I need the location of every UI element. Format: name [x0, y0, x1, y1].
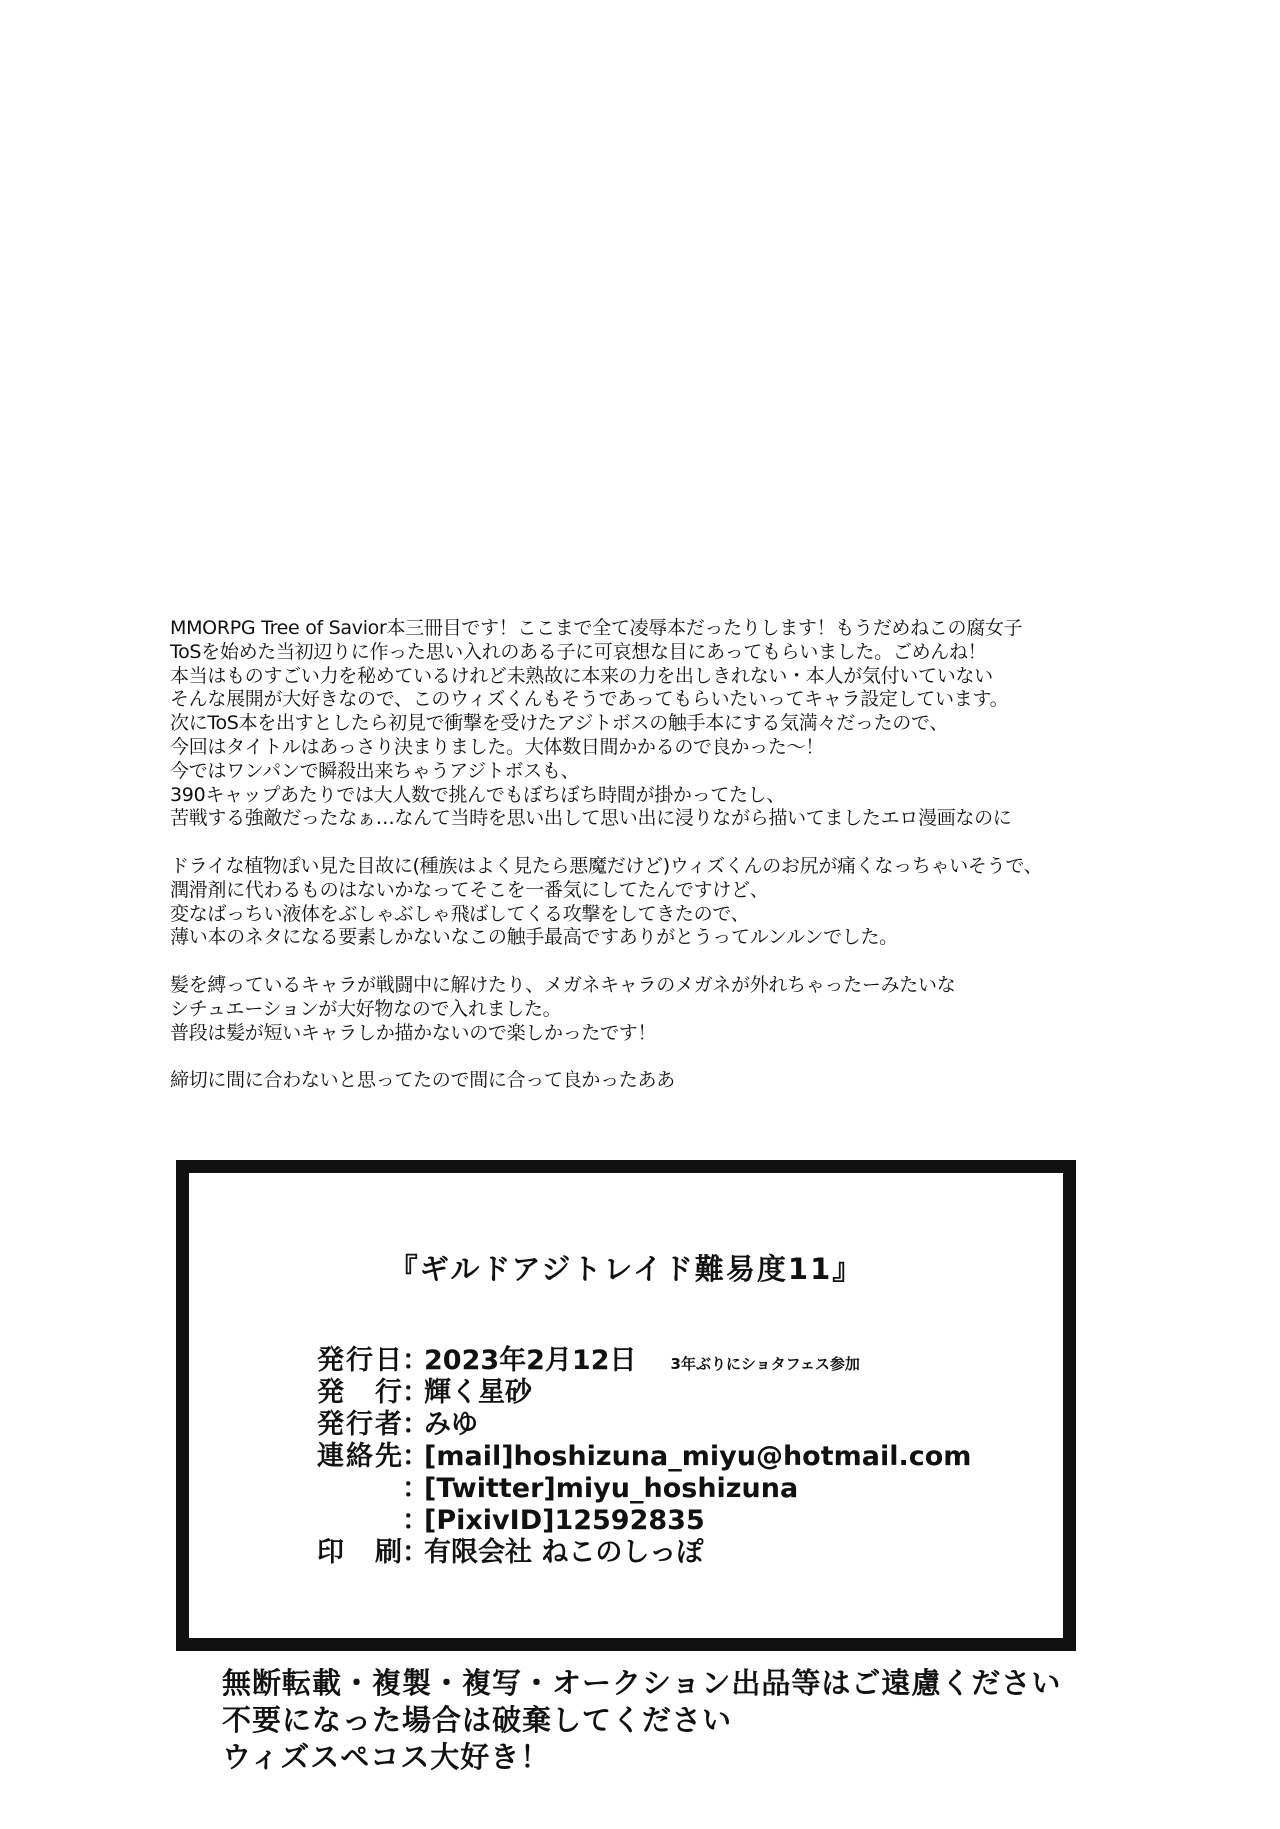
row-label: 発行者 — [317, 1409, 402, 1440]
row-label: 印 刷 — [317, 1537, 402, 1568]
row-colon: ： — [402, 1473, 429, 1504]
colophon-title: 『ギルドアジトレイド難易度11』 — [388, 1252, 864, 1286]
row-colon: ： — [402, 1409, 429, 1440]
row-value: 2023年2月12日 — [424, 1345, 637, 1376]
notice-text — [222, 1665, 1061, 1776]
colophon-row-author — [317, 1409, 971, 1441]
afterword-line: 潤滑剤に代わるものはないかなってそこを一番気にしてたんですけど、 — [170, 878, 769, 901]
afterword-line: 390キャップあたりでは大人数で挑んでもぼちぼち時間が掛かってたし、 — [170, 783, 786, 806]
row-value: みゆ — [424, 1409, 478, 1440]
afterword-paragraph-1 — [170, 617, 1170, 831]
afterword-line: 普段は髪が短いキャラしか描かないので楽しかったです！ — [170, 1021, 657, 1044]
afterword-paragraph-4 — [170, 1069, 1170, 1093]
row-label: 発 行 — [317, 1377, 402, 1408]
notice-line: 無断転載・複製・複写・オークション出品等はご遠慮ください — [222, 1666, 1062, 1700]
row-value: [mail]hoshizuna_miyu@hotmail.com — [424, 1441, 972, 1472]
afterword-line: そんな展開が大好きなので、このウィズくんもそうであってもらいたいってキャラ設定しています。 — [170, 688, 1009, 711]
row-label: 発行日 — [317, 1345, 402, 1376]
colophon-row-contact-mail — [317, 1441, 971, 1473]
row-colon: ： — [402, 1537, 429, 1568]
colophon-row-publisher — [317, 1377, 971, 1409]
notice-line: ウィズスペコス大好き！ — [222, 1740, 551, 1774]
afterword-line: 今回はタイトルはあっさり決まりました。大体数日間かかるので良かった〜！ — [170, 735, 824, 758]
row-colon: ： — [402, 1377, 429, 1408]
row-value: [Twitter]miyu_hoshizuna — [424, 1473, 799, 1504]
row-colon: ： — [402, 1505, 429, 1536]
afterword-paragraph-3 — [170, 974, 1170, 1045]
colophon-row-date — [317, 1345, 971, 1377]
afterword-line: ドライな植物ぽい見た目故に(種族はよく見たら悪魔だけど)ウィズくんのお尻が痛くなっちゃいそうで、 — [170, 854, 1043, 877]
colophon-box — [176, 1160, 1076, 1651]
afterword-line: 本当はものすごい力を秘めているけれど未熟故に本来の力を出しきれない・本人が気付いていない — [170, 664, 993, 687]
row-value: 有限会社 ねこのしっぽ — [424, 1537, 704, 1568]
afterword-line: 苦戦する強敵だったなぁ…なんて当時を思い出して思い出に浸りながら描いてましたエロ漫画なのに — [170, 807, 1012, 830]
afterword-line: 締切に間に合わないと思ってたので間に合って良かったああ — [170, 1069, 675, 1092]
colophon-row-printer — [317, 1537, 971, 1569]
afterword-line: ToSを始めた当初辺りに作った思い入れのある子に可哀想な目にあってもらいました。ごめんね！ — [170, 640, 987, 663]
afterword-line: シチュエーションが大好物なので入れました。 — [170, 997, 562, 1020]
colophon-info — [317, 1345, 971, 1569]
afterword-line: 薄い本のネタになる要素しかないなこの触手最高ですありがとうってルンルンでした。 — [170, 926, 898, 949]
notice-line: 不要になった場合は破棄してください — [222, 1703, 733, 1737]
colophon-row-contact-twitter — [317, 1473, 971, 1505]
afterword-paragraph-2 — [170, 855, 1170, 950]
afterword-line: 髪を縛っているキャラが戦闘中に解けたり、メガネキャラのメガネが外れちゃったーみたいな — [170, 973, 956, 996]
afterword-line: 今ではワンパンで瞬殺出来ちゃうアジトボスも、 — [170, 759, 580, 782]
row-label: 連絡先 — [317, 1441, 402, 1472]
row-colon: ： — [402, 1441, 429, 1472]
afterword-line: MMORPG Tree of Savior本三冊目です！ここまで全て凌辱本だったりします！もうだめねこの腐女子 — [170, 617, 1023, 639]
row-value: [PixivID]12592835 — [424, 1505, 705, 1536]
afterword-line: 次にToS本を出すとしたら初見で衝撃を受けたアジトボスの触手本にする気満々だったので、 — [170, 712, 949, 735]
row-colon: ： — [402, 1345, 429, 1376]
row-value: 輝く星砂 — [424, 1377, 532, 1408]
colophon-row-contact-pixiv — [317, 1505, 971, 1537]
afterword-text — [170, 617, 1170, 1117]
afterword-line: 変なばっちい液体をぶしゃぶしゃ飛ばしてくる攻撃をしてきたので、 — [170, 902, 750, 925]
row-note: 3年ぶりにショタフェス参加 — [670, 1355, 860, 1373]
